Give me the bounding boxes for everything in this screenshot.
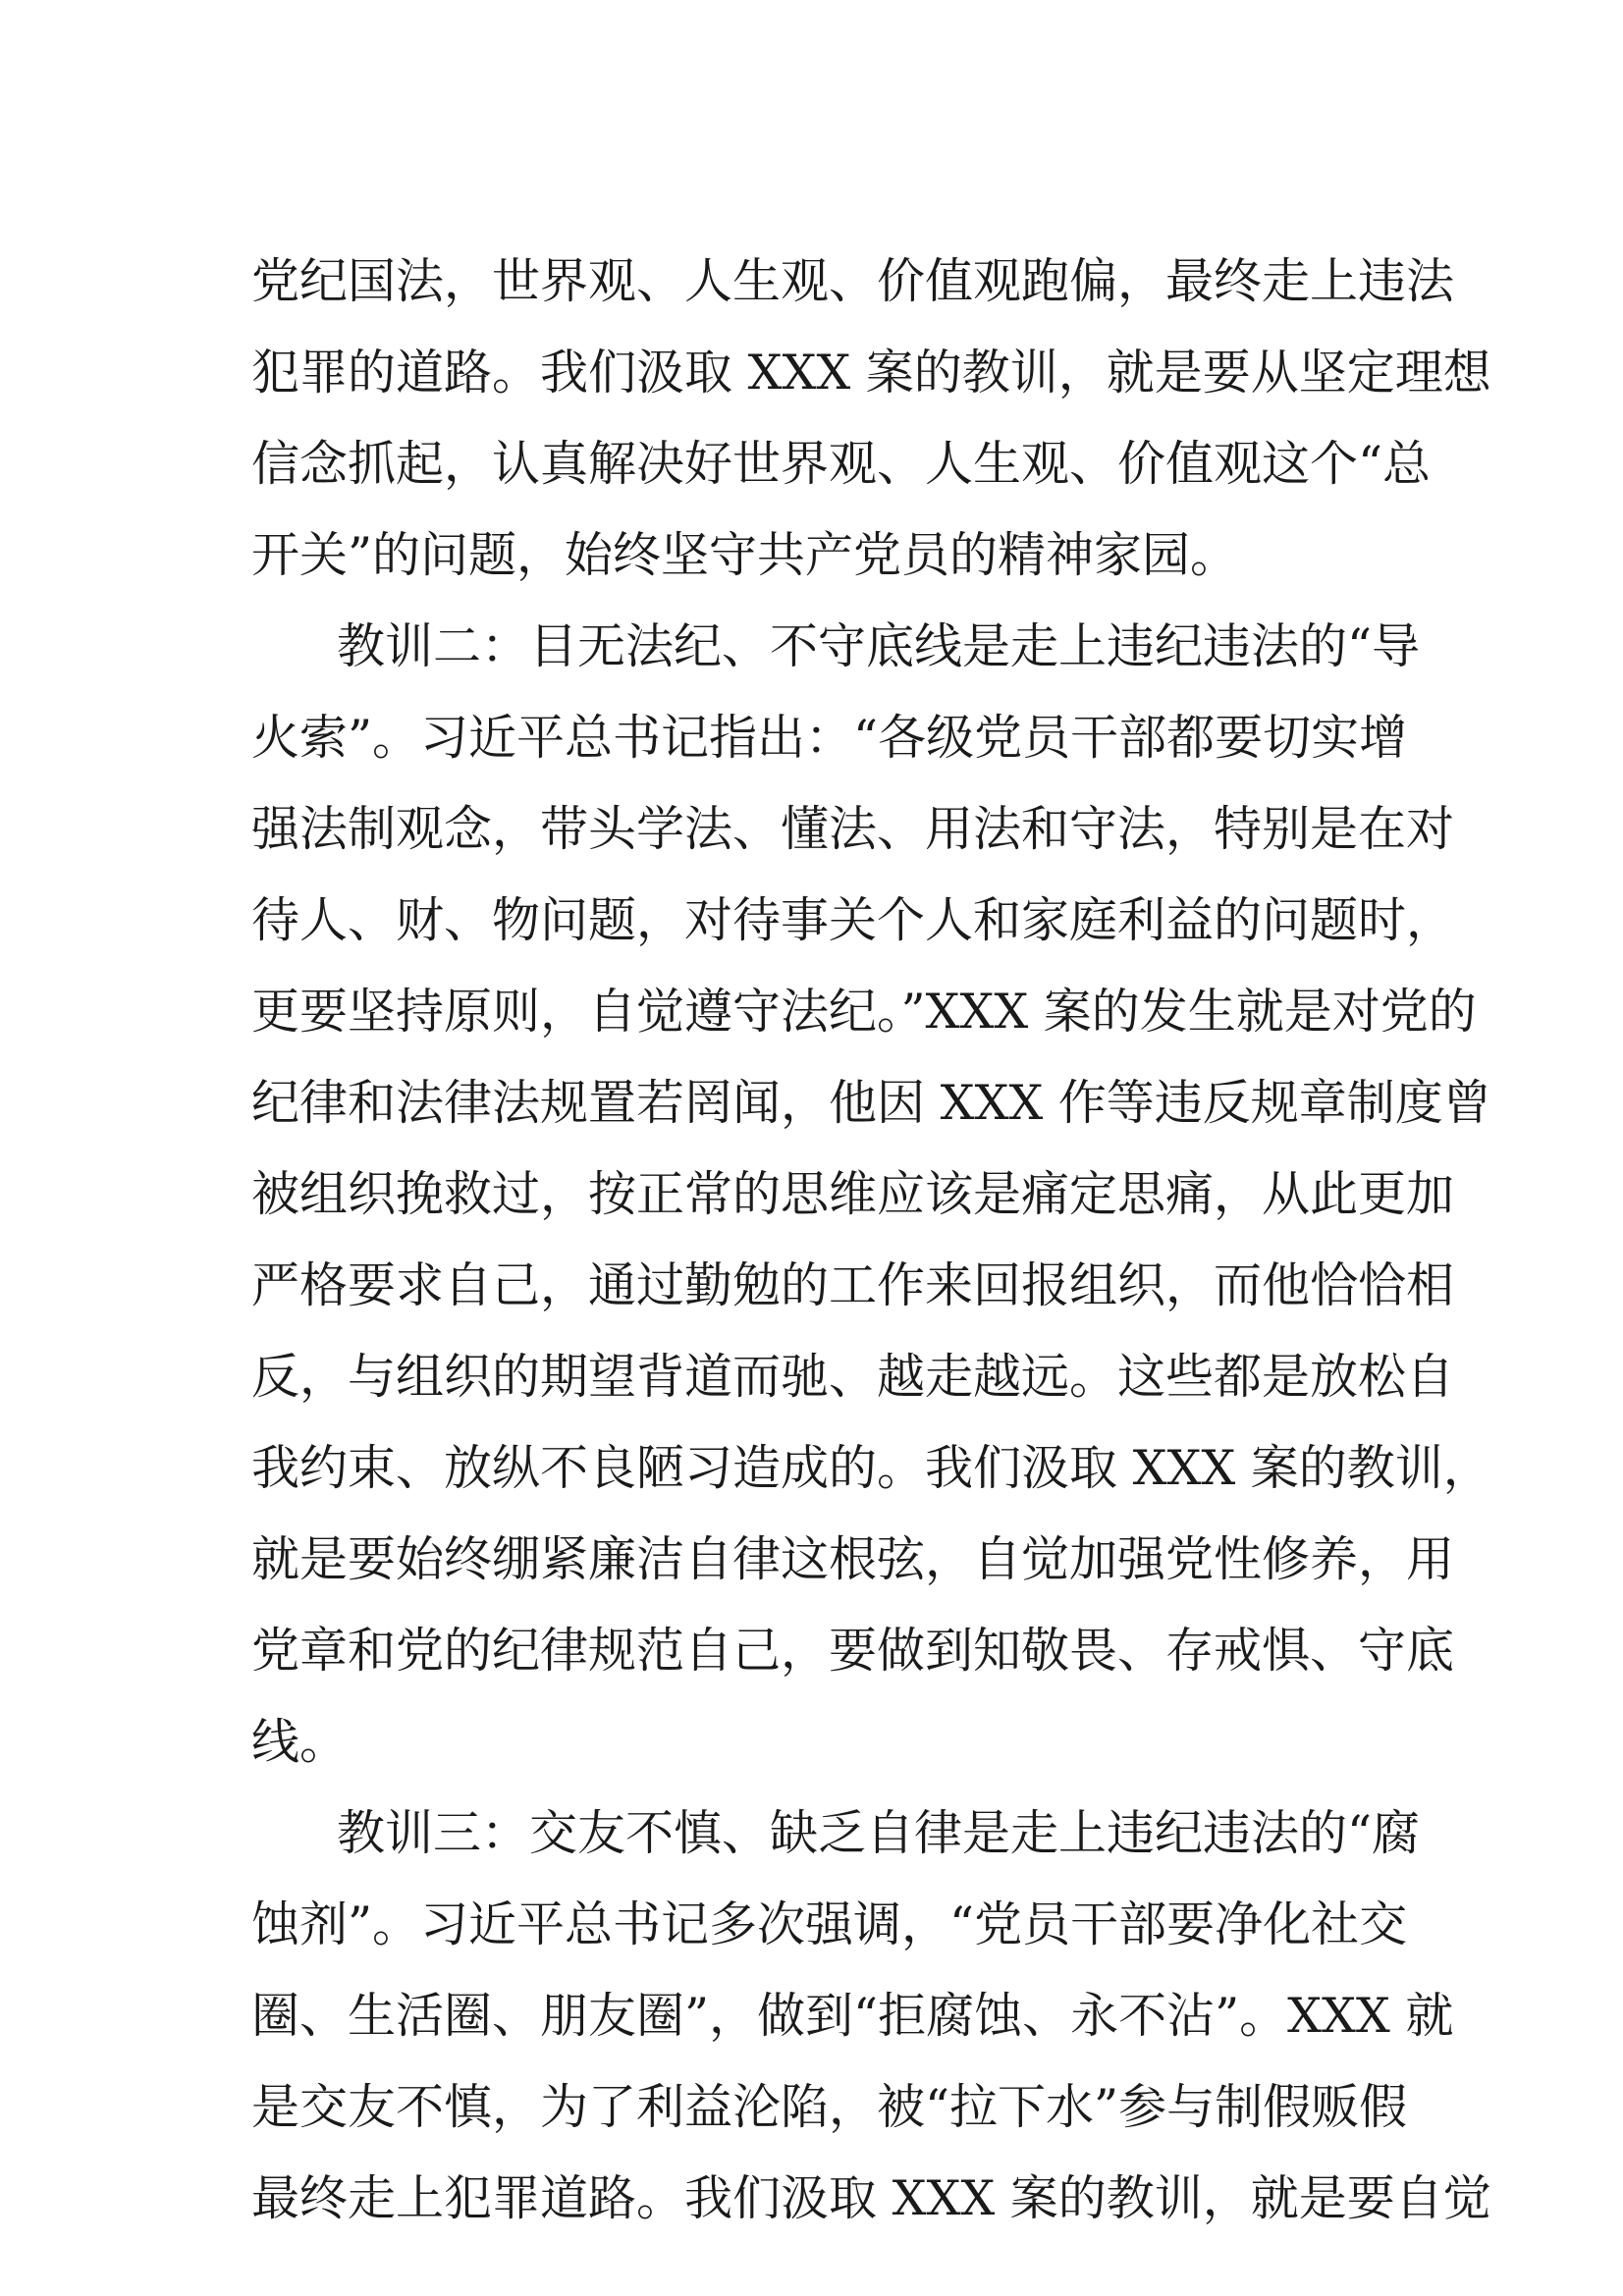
text-line: 更要坚持原则，自觉遵守法纪。”XXX 案的发生就是对党的 (251, 984, 1477, 1040)
text-line: 强法制观念，带头学法、懂法、用法和守法，特别是在对 (251, 801, 1455, 857)
text-line: 信念抓起，认真解决好世界观、人生观、价值观这个“总 (251, 436, 1432, 492)
text-line: 反，与组织的期望背道而驰、越走越远。这些都是放松自 (251, 1349, 1455, 1405)
text-line: 蚀剂”。习近平总书记多次强调，“党员干部要净化社交 (251, 1896, 1408, 1952)
text-line: 严格要求自己，通过勤勉的工作来回报组织，而他恰恰相 (251, 1257, 1455, 1313)
text-line: 党章和党的纪律规范自己，要做到知敬畏、存戒惧、守底 (251, 1623, 1455, 1679)
text-line: 被组织挽救过，按正常的思维应该是痛定思痛，从此更加 (251, 1166, 1455, 1222)
text-line: 圈、生活圈、朋友圈”，做到“拒腐蚀、永不沾”。XXX 就 (251, 1988, 1454, 2044)
text-line: 我约束、放纵不良陋习造成的。我们汲取 XXX 案的教训， (251, 1440, 1491, 1496)
text-line: 纪律和法律法规置若罔闻，他因 XXX 作等违反规章制度曾 (251, 1075, 1491, 1131)
paragraph-heading-line: 教训三：交友不慎、缺乏自律是走上违纪违法的“腐 (337, 1805, 1421, 1861)
paragraph-heading-line: 教训二：目无法纪、不守底线是走上违纪违法的“导 (337, 618, 1421, 674)
text-line: 党纪国法，世界观、人生观、价值观跑偏，最终走上违法 (251, 253, 1455, 309)
text-line: 是交友不慎，为了利益沦陷，被“拉下水”参与制假贩假 (251, 2079, 1408, 2135)
text-line: 线。 (251, 1714, 349, 1770)
text-line: 待人、财、物问题，对待事关个人和家庭利益的问题时， (251, 892, 1455, 948)
text-line: 火索”。习近平总书记指出：“各级党员干部都要切实增 (251, 710, 1408, 766)
text-line: 就是要始终绷紧廉洁自律这根弦，自觉加强党性修养，用 (251, 1531, 1455, 1587)
text-line: 开关”的问题，始终坚守共产党员的精神家园。 (251, 527, 1239, 583)
text-line: 最终走上犯罪道路。我们汲取 XXX 案的教训，就是要自觉 (251, 2170, 1491, 2226)
text-line: 犯罪的道路。我们汲取 XXX 案的教训，就是要从坚定理想 (251, 345, 1491, 400)
